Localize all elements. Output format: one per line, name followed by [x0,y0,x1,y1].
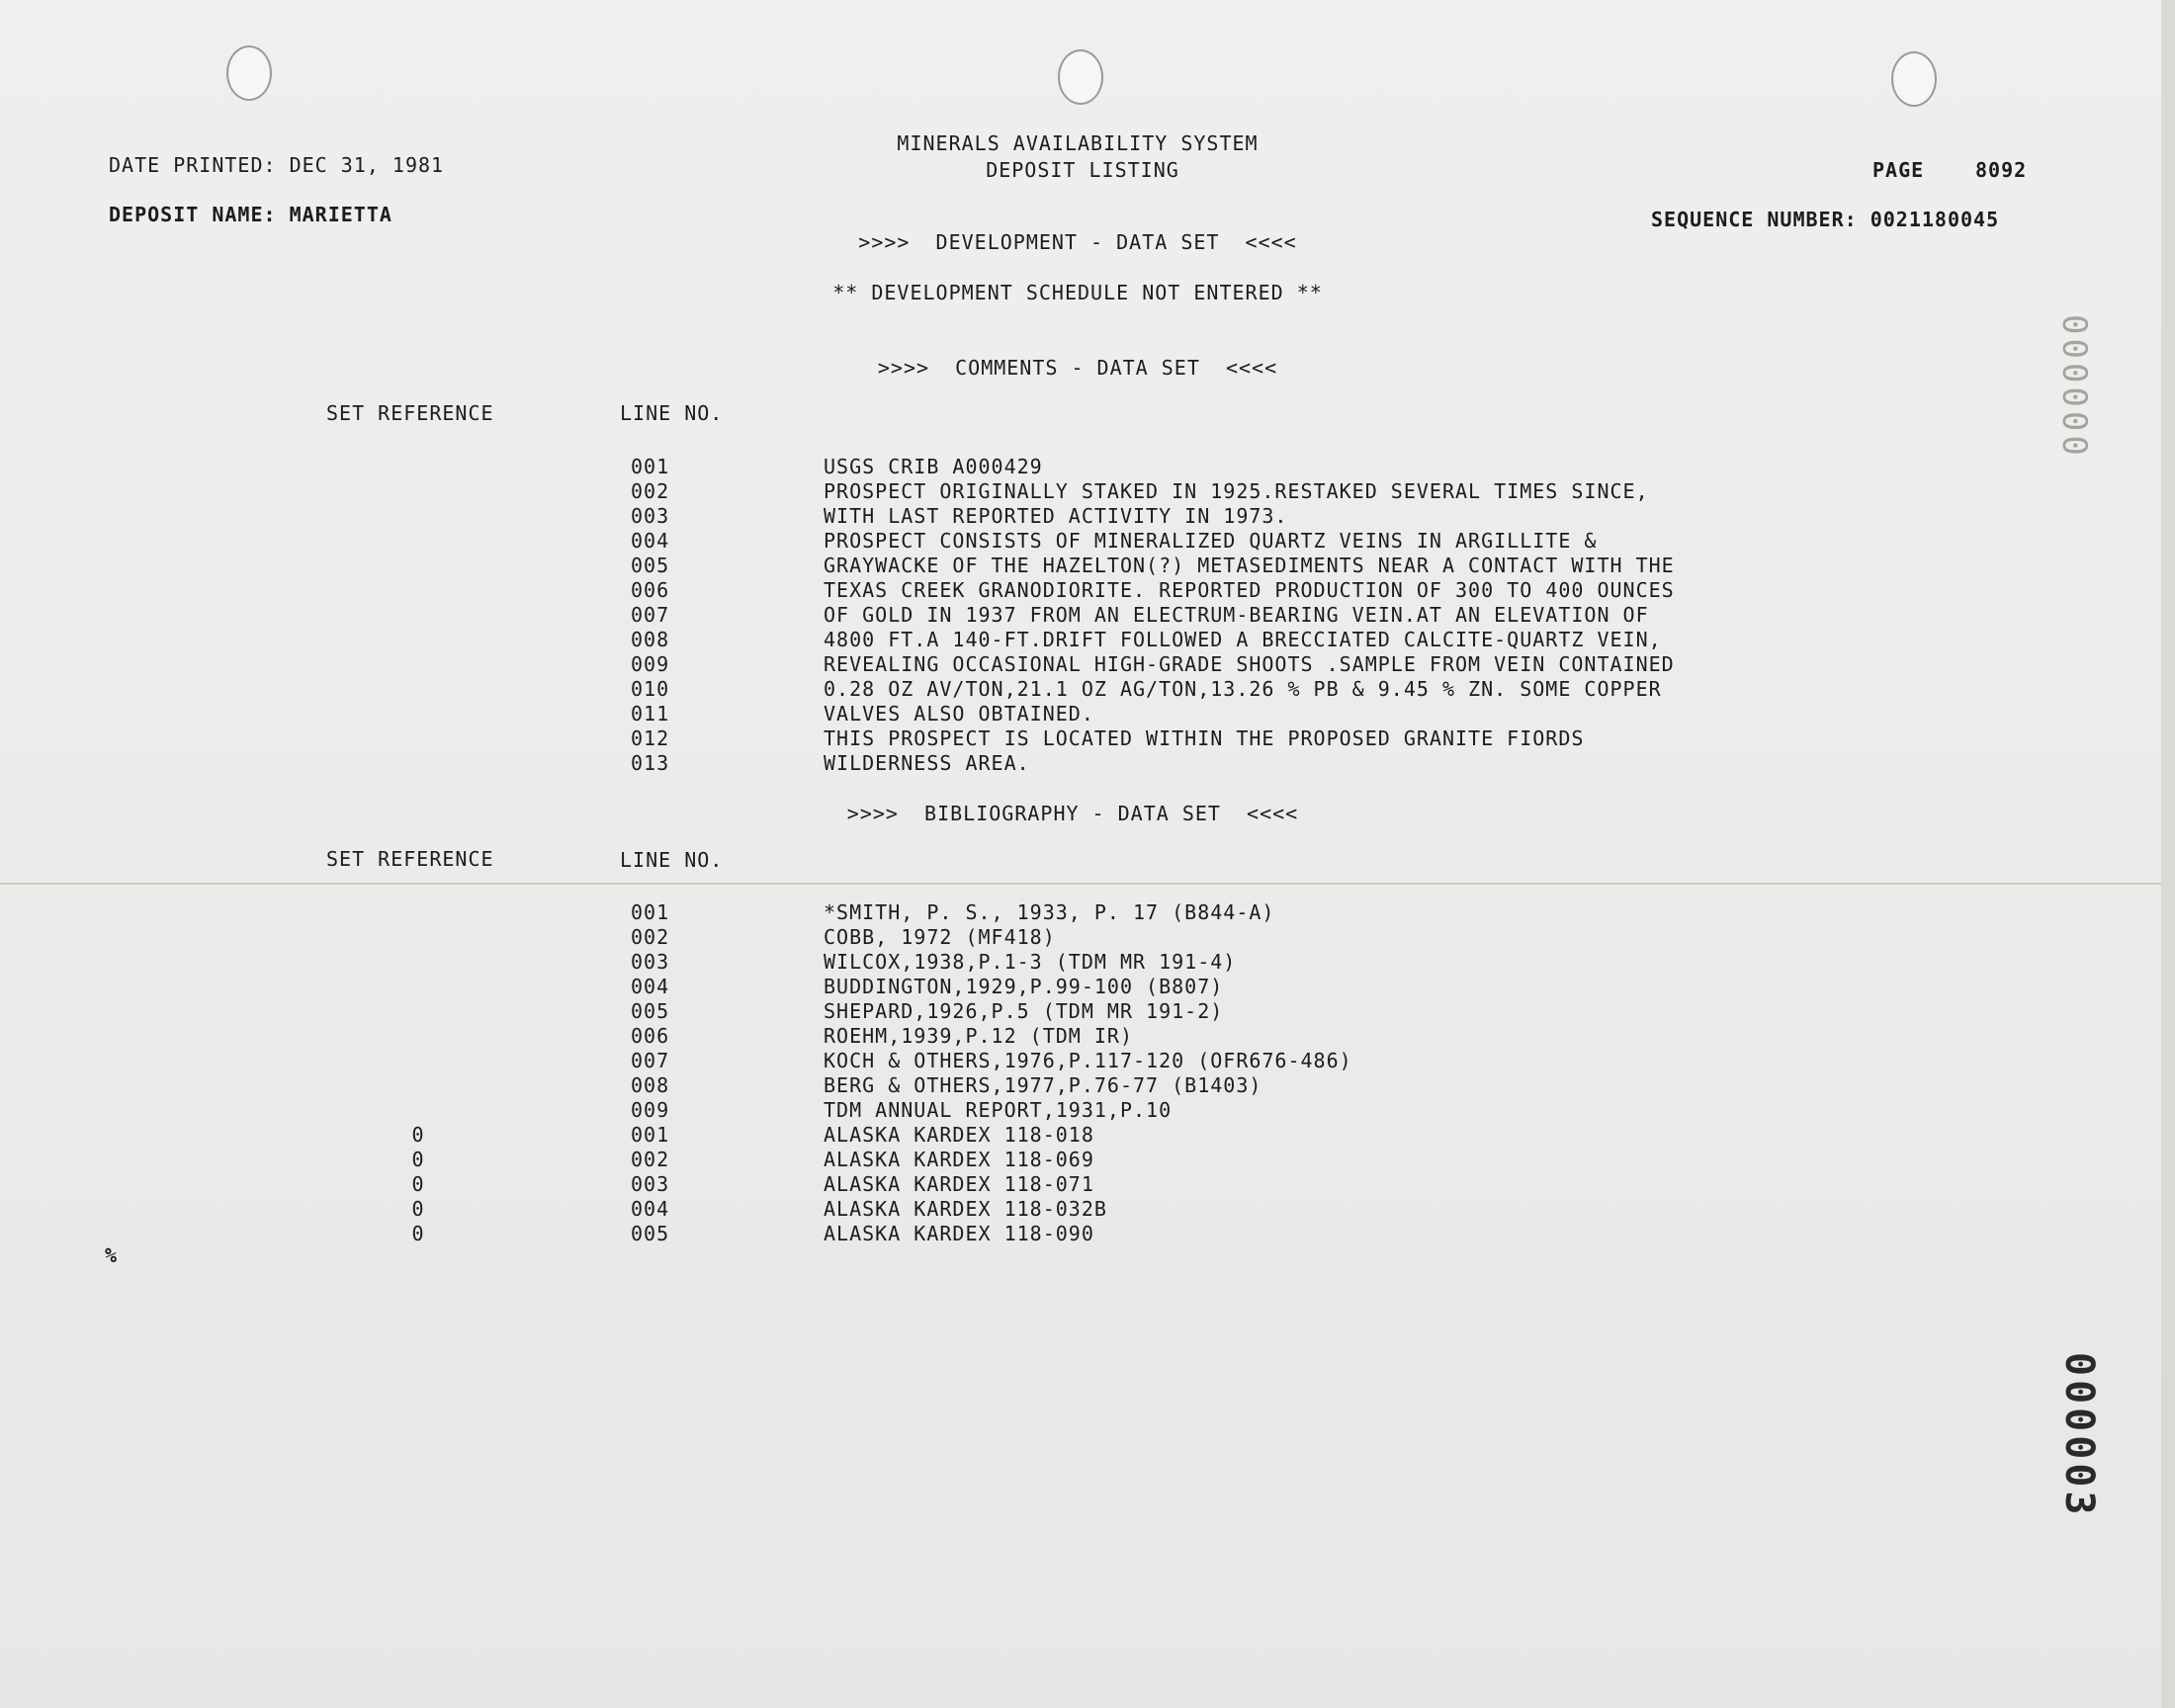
bibliography-text: BERG & OTHERS,1977,P.76-77 (B1403) [824,1073,1262,1097]
comment-text: PROSPECT CONSISTS OF MINERALIZED QUARTZ VEINS IN ARGILLITE & [824,529,1598,553]
comment-line-no: 001 [631,455,670,478]
bibliography-text: ALASKA KARDEX 118-032B [824,1197,1107,1221]
bibliography-text: ALASKA KARDEX 118-090 [824,1222,1094,1245]
comments-col-line-no: LINE NO. [620,401,724,425]
margin-stamp-upper: 000000 [2054,314,2094,460]
page-label: PAGE [1872,158,1925,182]
bibliography-ref: 0 [411,1222,425,1245]
bibliography-title: >>>> BIBLIOGRAPHY - DATA SET <<<< [846,802,1299,825]
bibliography-ref: 0 [411,1197,425,1221]
bibliography-ref: 0 [411,1148,425,1171]
bibliography-line-no: 002 [631,1148,670,1171]
bibliography-text: TDM ANNUAL REPORT,1931,P.10 [824,1098,1173,1122]
bibliography-line-no: 007 [631,1049,670,1072]
page-edge-shadow [2161,0,2175,1708]
comment-text: PROSPECT ORIGINALLY STAKED IN 1925.RESTAKED SEVERAL TIMES SINCE, [824,479,1649,503]
bibliography-text: *SMITH, P. S., 1933, P. 17 (B844-A) [824,900,1275,924]
bibliography-text: COBB, 1972 (MF418) [824,925,1056,949]
date-printed: DATE PRINTED: DEC 31, 1981 [109,153,445,177]
bibliography-ref: 0 [411,1172,425,1196]
development-note: ** DEVELOPMENT SCHEDULE NOT ENTERED ** [832,281,1323,304]
comment-line-no: 009 [631,652,670,676]
bibliography-line-no: 004 [631,1197,670,1221]
system-title: MINERALS AVAILABILITY SYSTEM [897,131,1259,155]
comments-col-set-reference: SET REFERENCE [326,401,494,425]
page-number: 8092 [1975,158,2028,182]
punch-hole-center [1058,49,1103,105]
bibliography-ref: 0 [411,1123,425,1147]
sequence-number: SEQUENCE NUMBER: 0021180045 [1651,208,2000,231]
margin-stamp-lower: 000003 [2056,1352,2102,1519]
comment-text: THIS PROSPECT IS LOCATED WITHIN THE PROPOSED GRANITE FIORDS [824,726,1585,750]
comment-line-no: 010 [631,677,670,701]
fold-crease [0,883,2175,885]
bibliography-line-no: 009 [631,1098,670,1122]
comment-text: REVEALING OCCASIONAL HIGH-GRADE SHOOTS .SAMPLE FROM VEIN CONTAINED [824,652,1675,676]
bibliography-col-line-no: LINE NO. [620,848,724,872]
comment-text: WILDERNESS AREA. [824,751,1030,775]
bibliography-line-no: 005 [631,999,670,1023]
bibliography-line-no: 004 [631,975,670,998]
comment-text: 4800 FT.A 140-FT.DRIFT FOLLOWED A BRECCIATED CALCITE-QUARTZ VEIN, [824,628,1662,651]
bibliography-line-no: 003 [631,950,670,974]
bibliography-text: KOCH & OTHERS,1976,P.117-120 (OFR676-486) [824,1049,1352,1072]
percent-mark: % [105,1243,119,1267]
comment-line-no: 013 [631,751,670,775]
comment-text: USGS CRIB A000429 [824,455,1043,478]
comment-text: VALVES ALSO OBTAINED. [824,702,1094,726]
comment-line-no: 012 [631,726,670,750]
comment-text: TEXAS CREEK GRANODIORITE. REPORTED PRODUCTION OF 300 TO 400 OUNCES [824,578,1675,602]
bibliography-line-no: 006 [631,1024,670,1048]
bibliography-text: ROEHM,1939,P.12 (TDM IR) [824,1024,1133,1048]
bibliography-line-no: 001 [631,900,670,924]
bibliography-line-no: 003 [631,1172,670,1196]
comment-line-no: 006 [631,578,670,602]
punch-hole-left [226,45,272,101]
comment-line-no: 011 [631,702,670,726]
bibliography-text: ALASKA KARDEX 118-018 [824,1123,1094,1147]
bibliography-text: WILCOX,1938,P.1-3 (TDM MR 191-4) [824,950,1237,974]
bibliography-line-no: 002 [631,925,670,949]
bibliography-text: SHEPARD,1926,P.5 (TDM MR 191-2) [824,999,1224,1023]
deposit-name: DEPOSIT NAME: MARIETTA [109,203,392,226]
bibliography-text: ALASKA KARDEX 118-069 [824,1148,1094,1171]
comment-text: 0.28 OZ AV/TON,21.1 OZ AG/TON,13.26 % PB & 9.45 % ZN. SOME COPPER [824,677,1662,701]
bibliography-col-set-reference: SET REFERENCE [326,847,494,871]
listing-title: DEPOSIT LISTING [986,158,1179,182]
comment-text: GRAYWACKE OF THE HAZELTON(?) METASEDIMENTS NEAR A CONTACT WITH THE [824,554,1675,577]
comment-text: WITH LAST REPORTED ACTIVITY IN 1973. [824,504,1288,528]
comment-line-no: 005 [631,554,670,577]
comments-title: >>>> COMMENTS - DATA SET <<<< [877,356,1278,380]
bibliography-line-no: 001 [631,1123,670,1147]
comment-line-no: 003 [631,504,670,528]
comment-text: OF GOLD IN 1937 FROM AN ELECTRUM-BEARING VEIN.AT AN ELEVATION OF [824,603,1649,627]
comment-line-no: 004 [631,529,670,553]
comment-line-no: 007 [631,603,670,627]
bibliography-text: BUDDINGTON,1929,P.99-100 (B807) [824,975,1224,998]
bibliography-line-no: 008 [631,1073,670,1097]
comment-line-no: 002 [631,479,670,503]
comment-line-no: 008 [631,628,670,651]
bibliography-line-no: 005 [631,1222,670,1245]
development-title: >>>> DEVELOPMENT - DATA SET <<<< [858,230,1297,254]
punch-hole-right [1891,51,1937,107]
bibliography-text: ALASKA KARDEX 118-071 [824,1172,1094,1196]
